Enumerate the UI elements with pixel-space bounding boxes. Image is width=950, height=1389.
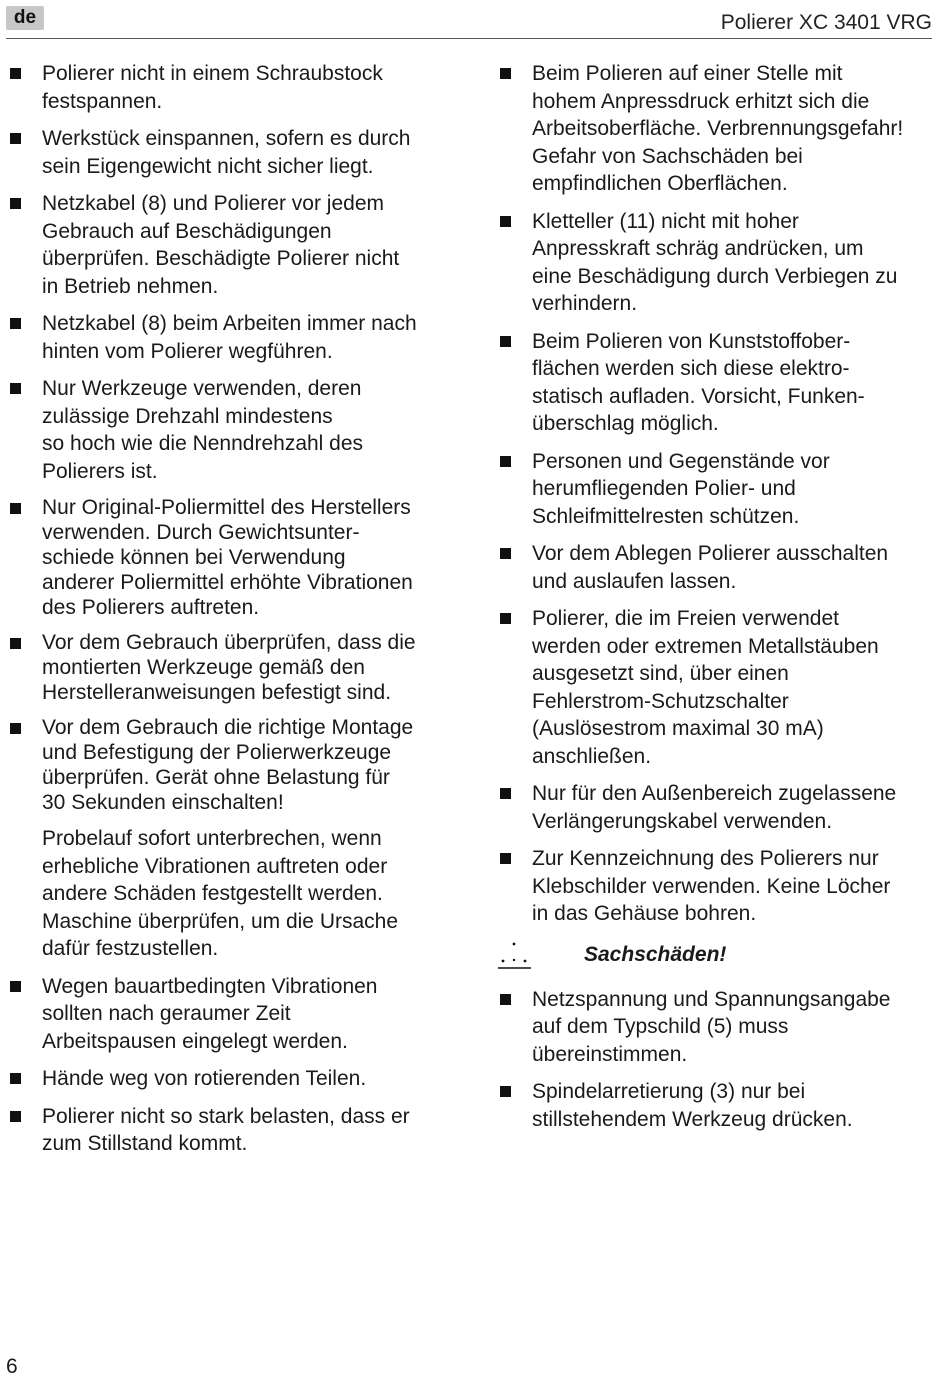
bullet-icon <box>10 503 21 514</box>
list-item-text: Personen und Gegenstände vor herumfliegenden Polier- und Schleifmittelresten schützen. <box>532 449 830 528</box>
list-item <box>498 986 938 1069</box>
right-column <box>498 60 938 1143</box>
list-item <box>8 630 440 705</box>
list-item-text: Netzspannung und Spannungsangabe auf dem Typschild (5) muss übereinstimmen. <box>532 987 891 1066</box>
bullet-icon <box>10 981 21 992</box>
bullet-icon <box>10 723 21 734</box>
list-item <box>498 845 938 928</box>
list-item-text: Nur für den Außenbereich zugelassene Verlängerungskabel verwenden. <box>532 782 897 833</box>
warning-label: Sachschäden! <box>584 942 727 966</box>
warning-notice <box>498 938 938 976</box>
list-item <box>498 60 938 198</box>
bullet-icon <box>10 1111 21 1122</box>
list-item <box>498 328 938 438</box>
list-item-text: Netzkabel (8) beim Arbeiten immer nach hinten vom Polierer wegführen. <box>42 312 417 363</box>
bullet-icon <box>10 1073 21 1084</box>
bullet-icon <box>500 216 511 227</box>
warning-triangle-icon <box>498 940 532 970</box>
list-item-text: Polierer nicht in einem Schraubstock festspannen. <box>42 62 383 113</box>
list-item <box>498 208 938 318</box>
list-item-text: Nur Werkzeuge verwenden, deren zulässige Drehzahl mindestens so hoch wie die Nenndrehzahl des Polierers ist. <box>42 377 364 483</box>
list-item <box>8 125 440 180</box>
list-item <box>8 310 440 365</box>
list-item-text: Probelauf sofort unterbrechen, wenn erhebliche Vibrationen auftreten oder andere Schäden festgestellt werden. Maschine überprüfen, um die Ursache dafür festzustellen. <box>42 827 399 960</box>
bullet-icon <box>10 68 21 79</box>
list-item-text: Vor dem Gebrauch die richtige Montage und Befestigung der Polierwerkzeuge überprüfen. Gerät ohne Belastung für 30 Sekunden einschalten! <box>42 716 414 814</box>
list-item-text: Werkstück einspannen, sofern es durch sein Eigengewicht nicht sicher liegt. <box>42 127 411 178</box>
bullet-icon <box>500 613 511 624</box>
bullet-icon <box>500 853 511 864</box>
list-item-text: Polierer nicht so stark belasten, dass er zum Stillstand kommt. <box>42 1104 410 1155</box>
list-item <box>8 973 440 1056</box>
list-item <box>498 1078 938 1133</box>
list-item <box>8 60 440 115</box>
list-item <box>8 1103 440 1158</box>
right-list-top <box>498 60 938 928</box>
bullet-icon <box>10 133 21 144</box>
list-item-text: Kletteller (11) nicht mit hoher Anpresskraft schräg andrücken, um eine Beschädigung durch Verbiegen zu verhindern. <box>532 209 898 315</box>
right-list-bottom <box>498 986 938 1134</box>
left-column <box>8 60 440 1168</box>
list-item-text: Nur Original-Poliermittel des Herstellers verwenden. Durch Gewichtsunter- schiede können bei Verwendung anderer Poliermittel erhöhte Vibrationen des Polierers auftreten. <box>42 496 413 619</box>
language-badge: de <box>6 6 44 30</box>
list-item-text: Beim Polieren von Kunststoffober- flächen werden sich diese elektro- statisch aufladen. Vorsicht, Funken- überschlag möglich. <box>532 329 865 435</box>
bullet-icon <box>500 994 511 1005</box>
bullet-icon <box>500 548 511 559</box>
bullet-icon <box>10 318 21 329</box>
list-item-text: Polierer, die im Freien verwendet werden oder extremen Metallstäuben ausgesetzt sind, über einen Fehlerstrom-Schutzschalter (Auslösestrom maximal 30 mA) anschließen. <box>532 607 879 768</box>
bullet-icon <box>10 638 21 649</box>
list-item <box>8 825 440 963</box>
list-item <box>498 780 938 835</box>
list-item <box>498 448 938 531</box>
list-item-text: Spindelarretierung (3) nur bei stillstehendem Werkzeug drücken. <box>532 1080 853 1131</box>
bullet-icon <box>10 198 21 209</box>
bullet-icon <box>500 336 511 347</box>
list-item-text: Wegen bauartbedingten Vibrationen sollten nach geraumer Zeit Arbeitspausen eingelegt werden. <box>42 974 378 1053</box>
list-item-text: Beim Polieren auf einer Stelle mit hohem Anpressdruck erhitzt sich die Arbeitsoberfläche. Verbrennungsgefahr! Gefahr von Sachschäden bei empfindlichen Oberflächen. <box>532 62 904 195</box>
bullet-icon <box>500 1086 511 1097</box>
list-item <box>8 1065 440 1093</box>
list-item <box>8 495 440 620</box>
list-item-text: Netzkabel (8) und Polierer vor jedem Gebrauch auf Beschädigungen überprüfen. Beschädigte Polierer nicht in Betrieb nehmen. <box>42 192 400 298</box>
bullet-icon <box>500 456 511 467</box>
list-item-text: Vor dem Gebrauch überprüfen, dass die montierten Werkzeuge gemäß den Herstelleranweisungen befestigt sind. <box>42 631 416 704</box>
list-item-text: Hände weg von rotierenden Teilen. <box>42 1067 367 1090</box>
list-item-text: Zur Kennzeichnung des Polierers nur Klebschilder verwenden. Keine Löcher in das Gehäuse bohren. <box>532 847 891 925</box>
bullet-icon <box>500 68 511 79</box>
bullet-icon <box>500 788 511 799</box>
header-divider <box>6 38 932 39</box>
document-title: Polierer XC 3401 VRG <box>720 11 932 34</box>
list-item <box>8 375 440 485</box>
list-item <box>498 540 938 595</box>
page-number: 6 <box>6 1355 18 1378</box>
list-item <box>498 605 938 770</box>
bullet-icon <box>10 383 21 394</box>
list-item <box>8 190 440 300</box>
list-item <box>8 715 440 815</box>
list-item-text: Vor dem Ablegen Polierer ausschalten und auslaufen lassen. <box>532 542 889 593</box>
